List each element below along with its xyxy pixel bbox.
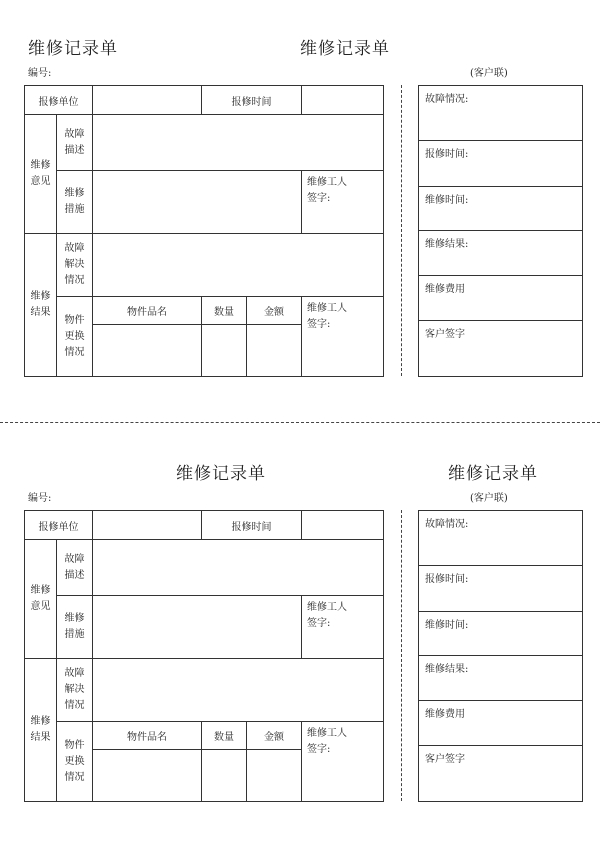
- customer-report-time-field[interactable]: 报修时间:: [419, 566, 583, 612]
- reporting-unit-label: 报修单位: [25, 511, 93, 540]
- fault-resolution-field[interactable]: [93, 234, 384, 297]
- repair-opinion-label: 维修 意见: [25, 540, 57, 659]
- quantity-field[interactable]: [202, 325, 247, 377]
- fault-description-field[interactable]: [93, 540, 384, 596]
- customer-form-title: 维修记录单: [448, 464, 538, 484]
- reporting-unit-field[interactable]: [93, 86, 202, 115]
- worker-signature-field[interactable]: 维修工人 签字:: [302, 596, 384, 659]
- parts-replacement-label: 物件 更换 情况: [57, 722, 93, 802]
- repair-result-label: 维修 结果: [25, 659, 57, 802]
- serial-number-label: 编号:: [28, 493, 52, 504]
- customer-repair-cost-field[interactable]: 维修费用: [419, 276, 583, 321]
- vertical-tear-line: [401, 510, 402, 801]
- customer-copy-table: [418, 510, 583, 802]
- part-name-field[interactable]: [93, 325, 202, 377]
- worker-signature-field-2[interactable]: 维修工人 签字:: [302, 297, 384, 377]
- report-time-field[interactable]: [302, 511, 384, 540]
- customer-repair-cost-field[interactable]: 维修费用: [419, 701, 583, 746]
- vertical-tear-line: [401, 85, 402, 376]
- customer-repair-result-field[interactable]: 维修结果:: [419, 231, 583, 276]
- fault-resolution-field[interactable]: [93, 659, 384, 722]
- part-name-field[interactable]: [93, 750, 202, 802]
- amount-header: 金额: [247, 297, 302, 325]
- customer-fault-field[interactable]: 故障情况:: [419, 511, 583, 566]
- repair-record-table: [24, 510, 384, 802]
- amount-header: 金额: [247, 722, 302, 750]
- part-name-header: 物件品名: [93, 297, 202, 325]
- parts-replacement-label: 物件 更换 情况: [57, 297, 93, 377]
- quantity-header: 数量: [202, 297, 247, 325]
- repair-result-label: 维修 结果: [25, 234, 57, 377]
- report-time-label: 报修时间: [202, 511, 302, 540]
- customer-repair-result-field[interactable]: 维修结果:: [419, 656, 583, 701]
- repair-measures-field[interactable]: [93, 596, 302, 659]
- customer-form-title: 维修记录单: [300, 39, 390, 59]
- form-title: 维修记录单: [176, 464, 266, 484]
- repair-measures-label: 维修 措施: [57, 596, 93, 659]
- reporting-unit-field[interactable]: [93, 511, 202, 540]
- report-time-field[interactable]: [302, 86, 384, 115]
- repair-measures-field[interactable]: [93, 171, 302, 234]
- customer-copy-label: (客户联): [470, 493, 508, 504]
- fault-resolution-label: 故障 解决 情况: [57, 659, 93, 722]
- customer-copy-table: [418, 85, 583, 377]
- repair-record-table: [24, 85, 384, 377]
- fault-description-label: 故障 描述: [57, 115, 93, 171]
- quantity-field[interactable]: [202, 750, 247, 802]
- report-time-label: 报修时间: [202, 86, 302, 115]
- part-name-header: 物件品名: [93, 722, 202, 750]
- form-title: 维修记录单: [28, 39, 118, 59]
- customer-repair-time-field[interactable]: 维修时间:: [419, 612, 583, 656]
- quantity-header: 数量: [202, 722, 247, 750]
- amount-field[interactable]: [247, 325, 302, 377]
- customer-signature-field[interactable]: 客户签字: [419, 321, 583, 377]
- fault-description-field[interactable]: [93, 115, 384, 171]
- customer-repair-time-field[interactable]: 维修时间:: [419, 187, 583, 231]
- amount-field[interactable]: [247, 750, 302, 802]
- fault-description-label: 故障 描述: [57, 540, 93, 596]
- repair-opinion-label: 维修 意见: [25, 115, 57, 234]
- serial-number-label: 编号:: [28, 68, 52, 79]
- customer-copy-label: (客户联): [470, 68, 508, 79]
- worker-signature-field[interactable]: 维修工人 签字:: [302, 171, 384, 234]
- fault-resolution-label: 故障 解决 情况: [57, 234, 93, 297]
- customer-fault-field[interactable]: 故障情况:: [419, 86, 583, 141]
- repair-measures-label: 维修 措施: [57, 171, 93, 234]
- customer-signature-field[interactable]: 客户签字: [419, 746, 583, 802]
- horizontal-tear-line: [0, 422, 600, 423]
- worker-signature-field-2[interactable]: 维修工人 签字:: [302, 722, 384, 802]
- reporting-unit-label: 报修单位: [25, 86, 93, 115]
- customer-report-time-field[interactable]: 报修时间:: [419, 141, 583, 187]
